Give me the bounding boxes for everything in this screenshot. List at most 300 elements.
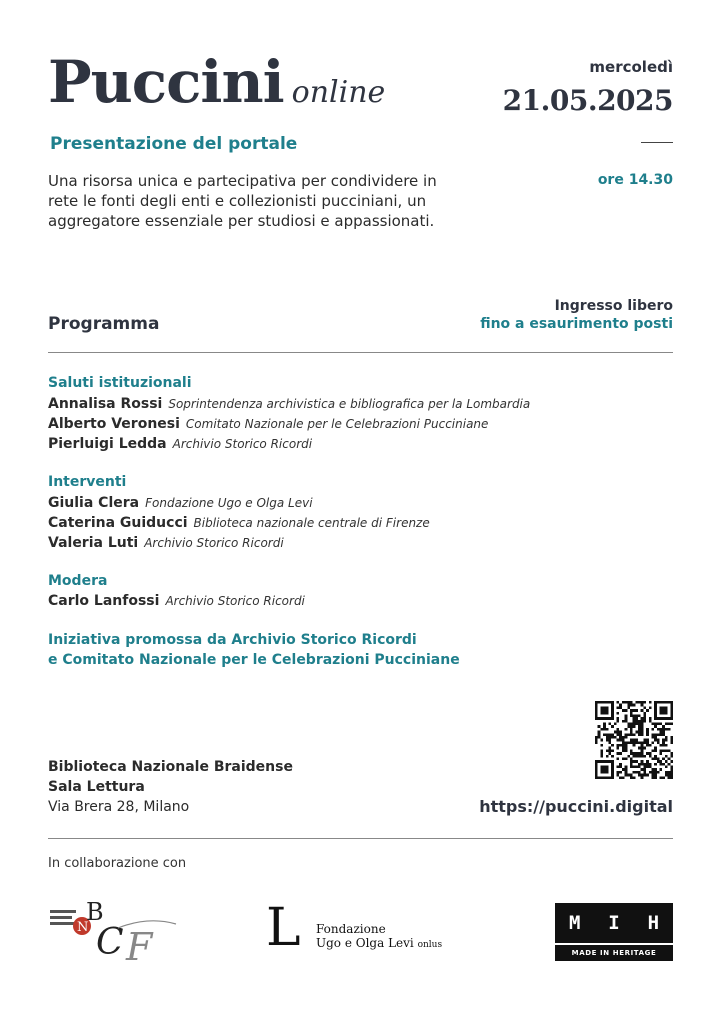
qr-module	[625, 709, 628, 712]
qr-module	[641, 752, 644, 755]
qr-module	[633, 776, 636, 779]
qr-module	[600, 739, 603, 742]
qr-module	[611, 766, 614, 769]
qr-module	[643, 741, 646, 744]
qr-module	[630, 704, 633, 707]
promoter-line-2: e Comitato Nazionale per le Celebrazioni Pucciniane	[48, 652, 460, 668]
qr-module	[625, 757, 628, 760]
qr-module	[638, 747, 641, 750]
qr-module	[646, 731, 649, 734]
qr-module	[641, 701, 644, 704]
qr-module	[608, 747, 611, 750]
qr-module	[633, 725, 636, 728]
qr-module	[662, 701, 665, 704]
qr-module	[646, 752, 649, 755]
qr-module	[660, 706, 663, 709]
qr-module	[600, 749, 603, 752]
qr-module	[619, 771, 622, 774]
person-org: Archivio Storico Ricordi	[172, 437, 313, 451]
qr-module	[638, 763, 641, 766]
qr-module	[630, 760, 633, 763]
qr-module	[611, 744, 614, 747]
qr-module	[608, 723, 611, 726]
qr-module	[670, 706, 673, 709]
qr-module	[638, 731, 641, 734]
qr-module	[657, 757, 660, 760]
qr-module	[635, 717, 638, 720]
qr-module	[627, 774, 630, 777]
qr-module	[630, 766, 633, 769]
qr-module	[598, 731, 601, 734]
qr-module	[617, 747, 620, 750]
person-org: Soprintendenza archivistica e bibliografica per la Lombardia	[168, 397, 531, 411]
levi-suffix: onlus	[417, 940, 443, 950]
qr-module	[606, 760, 609, 763]
qr-module	[660, 728, 663, 731]
qr-module	[617, 720, 620, 723]
qr-module	[622, 747, 625, 750]
qr-module	[606, 766, 609, 769]
qr-module	[630, 733, 633, 736]
qr-module	[665, 739, 668, 742]
qr-module	[603, 728, 606, 731]
qr-module	[643, 706, 646, 709]
qr-module	[617, 739, 620, 742]
qr-module	[595, 741, 598, 744]
qr-module	[670, 771, 673, 774]
qr-module	[627, 704, 630, 707]
qr-module	[595, 776, 598, 779]
qr-module	[670, 717, 673, 720]
mih-logo	[555, 903, 673, 961]
qr-module	[600, 752, 603, 755]
qr-module	[625, 701, 628, 704]
qr-module	[670, 766, 673, 769]
qr-module	[633, 709, 636, 712]
qr-module	[654, 717, 657, 720]
qr-module	[633, 717, 636, 720]
list-item	[48, 396, 530, 412]
title-sub: online	[291, 75, 386, 110]
qr-module	[660, 752, 663, 755]
person-name: Giulia Clera	[48, 495, 140, 511]
qr-module	[660, 712, 663, 715]
qr-module	[600, 771, 603, 774]
qr-module	[627, 701, 630, 704]
qr-module	[630, 757, 633, 760]
qr-module	[595, 701, 598, 704]
qr-module	[662, 763, 665, 766]
qr-module	[627, 723, 630, 726]
qr-module	[670, 739, 673, 742]
qr-module	[670, 752, 673, 755]
qr-module	[617, 717, 620, 720]
qr-module	[657, 771, 660, 774]
qr-module	[600, 712, 603, 715]
qr-module	[654, 712, 657, 715]
qr-module	[603, 733, 606, 736]
list-item	[48, 593, 305, 609]
qr-module	[611, 701, 614, 704]
qr-module	[657, 723, 660, 726]
qr-module	[660, 763, 663, 766]
qr-module	[633, 704, 636, 707]
qr-module	[627, 725, 630, 728]
person-org: Comitato Nazionale per le Celebrazioni Pucciniane	[185, 417, 489, 431]
qr-module	[649, 717, 652, 720]
mih-letter-i: I	[608, 912, 620, 934]
qr-module	[600, 709, 603, 712]
qr-module	[611, 712, 614, 715]
qr-module	[651, 771, 654, 774]
qr-module	[638, 728, 641, 731]
qr-module	[619, 763, 622, 766]
qr-module	[668, 763, 671, 766]
qr-module	[595, 760, 598, 763]
venue-room: Sala Lettura	[48, 779, 145, 795]
qr-module	[643, 747, 646, 750]
qr-module	[611, 717, 614, 720]
qr-module	[651, 757, 654, 760]
qr-module	[622, 736, 625, 739]
qr-module	[654, 757, 657, 760]
qr-module	[611, 725, 614, 728]
qr-module	[622, 701, 625, 704]
qr-module	[670, 760, 673, 763]
qr-module	[635, 741, 638, 744]
qr-module	[598, 717, 601, 720]
qr-module	[651, 749, 654, 752]
event-time: ore 14.30	[597, 172, 673, 188]
qr-code-icon[interactable]	[595, 701, 673, 779]
qr-module	[625, 720, 628, 723]
qr-module	[670, 704, 673, 707]
qr-module	[660, 731, 663, 734]
qr-module	[662, 731, 665, 734]
qr-module	[595, 771, 598, 774]
qr-module	[641, 731, 644, 734]
qr-module	[670, 768, 673, 771]
qr-module	[662, 706, 665, 709]
qr-module	[595, 714, 598, 717]
mih-letter-h: H	[647, 912, 660, 934]
qr-module	[638, 741, 641, 744]
qr-module	[611, 771, 614, 774]
qr-module	[617, 733, 620, 736]
qr-module	[641, 755, 644, 758]
event-description: Una risorsa unica e partecipativa per condividere in rete le fonti degli enti e collezionisti pucciniani, un aggregatore essenziale per studiosi e appassionati.	[48, 172, 437, 230]
qr-module	[670, 714, 673, 717]
qr-module	[598, 725, 601, 728]
qr-module	[619, 776, 622, 779]
qr-module	[651, 774, 654, 777]
person-name: Valeria Luti	[48, 535, 139, 551]
qr-module	[643, 766, 646, 769]
event-date: 21.05.2025	[502, 84, 673, 117]
qr-module	[622, 720, 625, 723]
qr-module	[649, 763, 652, 766]
qr-module	[608, 760, 611, 763]
qr-module	[665, 749, 668, 752]
qr-module	[649, 771, 652, 774]
qr-module	[654, 709, 657, 712]
qr-module	[600, 760, 603, 763]
qr-module	[643, 771, 646, 774]
qr-module	[651, 776, 654, 779]
qr-module	[622, 709, 625, 712]
qr-module	[603, 709, 606, 712]
levi-line-2: Ugo e Olga Levi	[316, 936, 414, 950]
qr-module	[654, 736, 657, 739]
qr-module	[600, 706, 603, 709]
qr-module	[630, 701, 633, 704]
qr-module	[668, 771, 671, 774]
qr-module	[641, 725, 644, 728]
qr-module	[654, 714, 657, 717]
qr-module	[665, 706, 668, 709]
section-heading-saluti: Saluti istituzionali	[48, 375, 192, 391]
qr-module	[638, 723, 641, 726]
qr-module	[608, 733, 611, 736]
qr-module	[608, 701, 611, 704]
qr-module	[614, 736, 617, 739]
qr-module	[646, 741, 649, 744]
qr-module	[646, 763, 649, 766]
qr-module	[654, 701, 657, 704]
qr-module	[662, 749, 665, 752]
qr-module	[649, 701, 652, 704]
qr-module	[611, 733, 614, 736]
qr-module	[630, 749, 633, 752]
person-name: Carlo Lanfossi	[48, 593, 160, 609]
qr-module	[611, 749, 614, 752]
qr-module	[630, 739, 633, 742]
list-item	[48, 436, 312, 452]
qr-module	[662, 709, 665, 712]
qr-module	[633, 741, 636, 744]
qr-module	[665, 709, 668, 712]
qr-module	[598, 733, 601, 736]
qr-module	[633, 752, 636, 755]
qr-module	[635, 723, 638, 726]
qr-module	[665, 712, 668, 715]
qr-module	[617, 766, 620, 769]
qr-module	[600, 717, 603, 720]
bncf-logo-icon	[48, 898, 180, 968]
program-divider	[48, 352, 673, 353]
logo-letter-f: F	[126, 925, 153, 968]
qr-module	[633, 766, 636, 769]
qr-module	[638, 720, 641, 723]
qr-module	[646, 709, 649, 712]
qr-module	[643, 774, 646, 777]
qr-module	[595, 706, 598, 709]
event-title	[48, 48, 385, 116]
qr-module	[657, 741, 660, 744]
qr-module	[595, 739, 598, 742]
qr-module	[670, 723, 673, 726]
qr-module	[617, 774, 620, 777]
qr-module	[646, 766, 649, 769]
qr-module	[670, 774, 673, 777]
qr-module	[638, 774, 641, 777]
qr-module	[646, 733, 649, 736]
qr-module	[625, 728, 628, 731]
qr-module	[608, 749, 611, 752]
qr-module	[598, 776, 601, 779]
qr-module	[627, 741, 630, 744]
qr-module	[635, 760, 638, 763]
qr-module	[649, 706, 652, 709]
footer-divider	[48, 838, 673, 839]
qr-module	[600, 755, 603, 758]
qr-module	[633, 714, 636, 717]
qr-module	[662, 733, 665, 736]
qr-module	[633, 733, 636, 736]
person-org: Archivio Storico Ricordi	[165, 594, 305, 608]
qr-module	[643, 755, 646, 758]
qr-module	[657, 717, 660, 720]
qr-module	[617, 771, 620, 774]
levi-logo-letter: L	[266, 898, 301, 958]
qr-module	[619, 733, 622, 736]
qr-module	[651, 736, 654, 739]
qr-module	[630, 725, 633, 728]
qr-module	[611, 706, 614, 709]
title-main: Puccini	[48, 48, 284, 116]
qr-module	[654, 755, 657, 758]
qr-module	[622, 776, 625, 779]
qr-module	[617, 731, 620, 734]
qr-module	[646, 774, 649, 777]
qr-module	[662, 728, 665, 731]
qr-module	[635, 771, 638, 774]
qr-module	[654, 749, 657, 752]
qr-module	[657, 728, 660, 731]
logo-letter-c: C	[96, 922, 124, 963]
qr-module	[622, 744, 625, 747]
qr-module	[625, 749, 628, 752]
qr-module	[606, 717, 609, 720]
qr-module	[643, 717, 646, 720]
qr-module	[611, 768, 614, 771]
qr-module	[633, 755, 636, 758]
mih-tagline: MADE IN HERITAGE	[555, 945, 673, 961]
qr-module	[638, 752, 641, 755]
qr-module	[662, 725, 665, 728]
list-item	[48, 495, 313, 511]
qr-module	[662, 712, 665, 715]
qr-module	[641, 749, 644, 752]
qr-module	[617, 706, 620, 709]
qr-module	[665, 701, 668, 704]
qr-module	[622, 741, 625, 744]
qr-module	[665, 771, 668, 774]
qr-module	[638, 725, 641, 728]
qr-module	[619, 706, 622, 709]
qr-module	[641, 709, 644, 712]
qr-module	[622, 757, 625, 760]
qr-module	[641, 720, 644, 723]
qr-module	[635, 731, 638, 734]
venue-block	[48, 757, 293, 817]
qr-module	[654, 733, 657, 736]
section-heading-modera: Modera	[48, 573, 108, 589]
qr-module	[641, 760, 644, 763]
qr-module	[660, 717, 663, 720]
person-name: Pierluigi Ledda	[48, 436, 167, 452]
qr-module	[641, 774, 644, 777]
person-name: Alberto Veronesi	[48, 416, 180, 432]
qr-module	[670, 755, 673, 758]
qr-module	[638, 701, 641, 704]
qr-module	[619, 739, 622, 742]
qr-module	[598, 760, 601, 763]
qr-module	[611, 736, 614, 739]
qr-module	[630, 774, 633, 777]
qr-module	[670, 741, 673, 744]
qr-module	[660, 760, 663, 763]
qr-module	[606, 733, 609, 736]
qr-module	[603, 766, 606, 769]
qr-module	[606, 736, 609, 739]
qr-module	[611, 704, 614, 707]
qr-module	[670, 776, 673, 779]
qr-module	[668, 728, 671, 731]
qr-module	[665, 717, 668, 720]
qr-module	[654, 774, 657, 777]
qr-module	[649, 766, 652, 769]
qr-module	[668, 774, 671, 777]
qr-module	[595, 712, 598, 715]
qr-module	[608, 752, 611, 755]
event-subtitle: Presentazione del portale	[50, 134, 298, 154]
qr-module	[643, 701, 646, 704]
qr-module	[603, 717, 606, 720]
qr-module	[611, 760, 614, 763]
qr-module	[625, 774, 628, 777]
qr-module	[654, 725, 657, 728]
qr-module	[608, 739, 611, 742]
qr-module	[649, 720, 652, 723]
qr-module	[619, 766, 622, 769]
venue-name: Biblioteca Nazionale Braidense	[48, 759, 293, 775]
logo-letter-n: N	[77, 920, 89, 935]
qr-module	[649, 755, 652, 758]
qr-module	[603, 712, 606, 715]
qr-module	[619, 744, 622, 747]
qr-module	[603, 771, 606, 774]
qr-module	[651, 728, 654, 731]
qr-module	[614, 731, 617, 734]
qr-module	[665, 774, 668, 777]
qr-module	[614, 723, 617, 726]
qr-module	[630, 709, 633, 712]
qr-module	[641, 744, 644, 747]
qr-module	[606, 706, 609, 709]
qr-module	[670, 701, 673, 704]
logo-letter-b: B	[86, 898, 104, 926]
qr-module	[625, 741, 628, 744]
date-divider	[641, 142, 673, 143]
qr-module	[603, 723, 606, 726]
qr-module	[643, 763, 646, 766]
portal-link[interactable]: https://puccini.digital	[479, 797, 673, 816]
qr-module	[635, 752, 638, 755]
qr-module	[662, 741, 665, 744]
venue-address: Via Brera 28, Milano	[48, 799, 190, 815]
event-weekday: mercoledì	[589, 58, 673, 76]
